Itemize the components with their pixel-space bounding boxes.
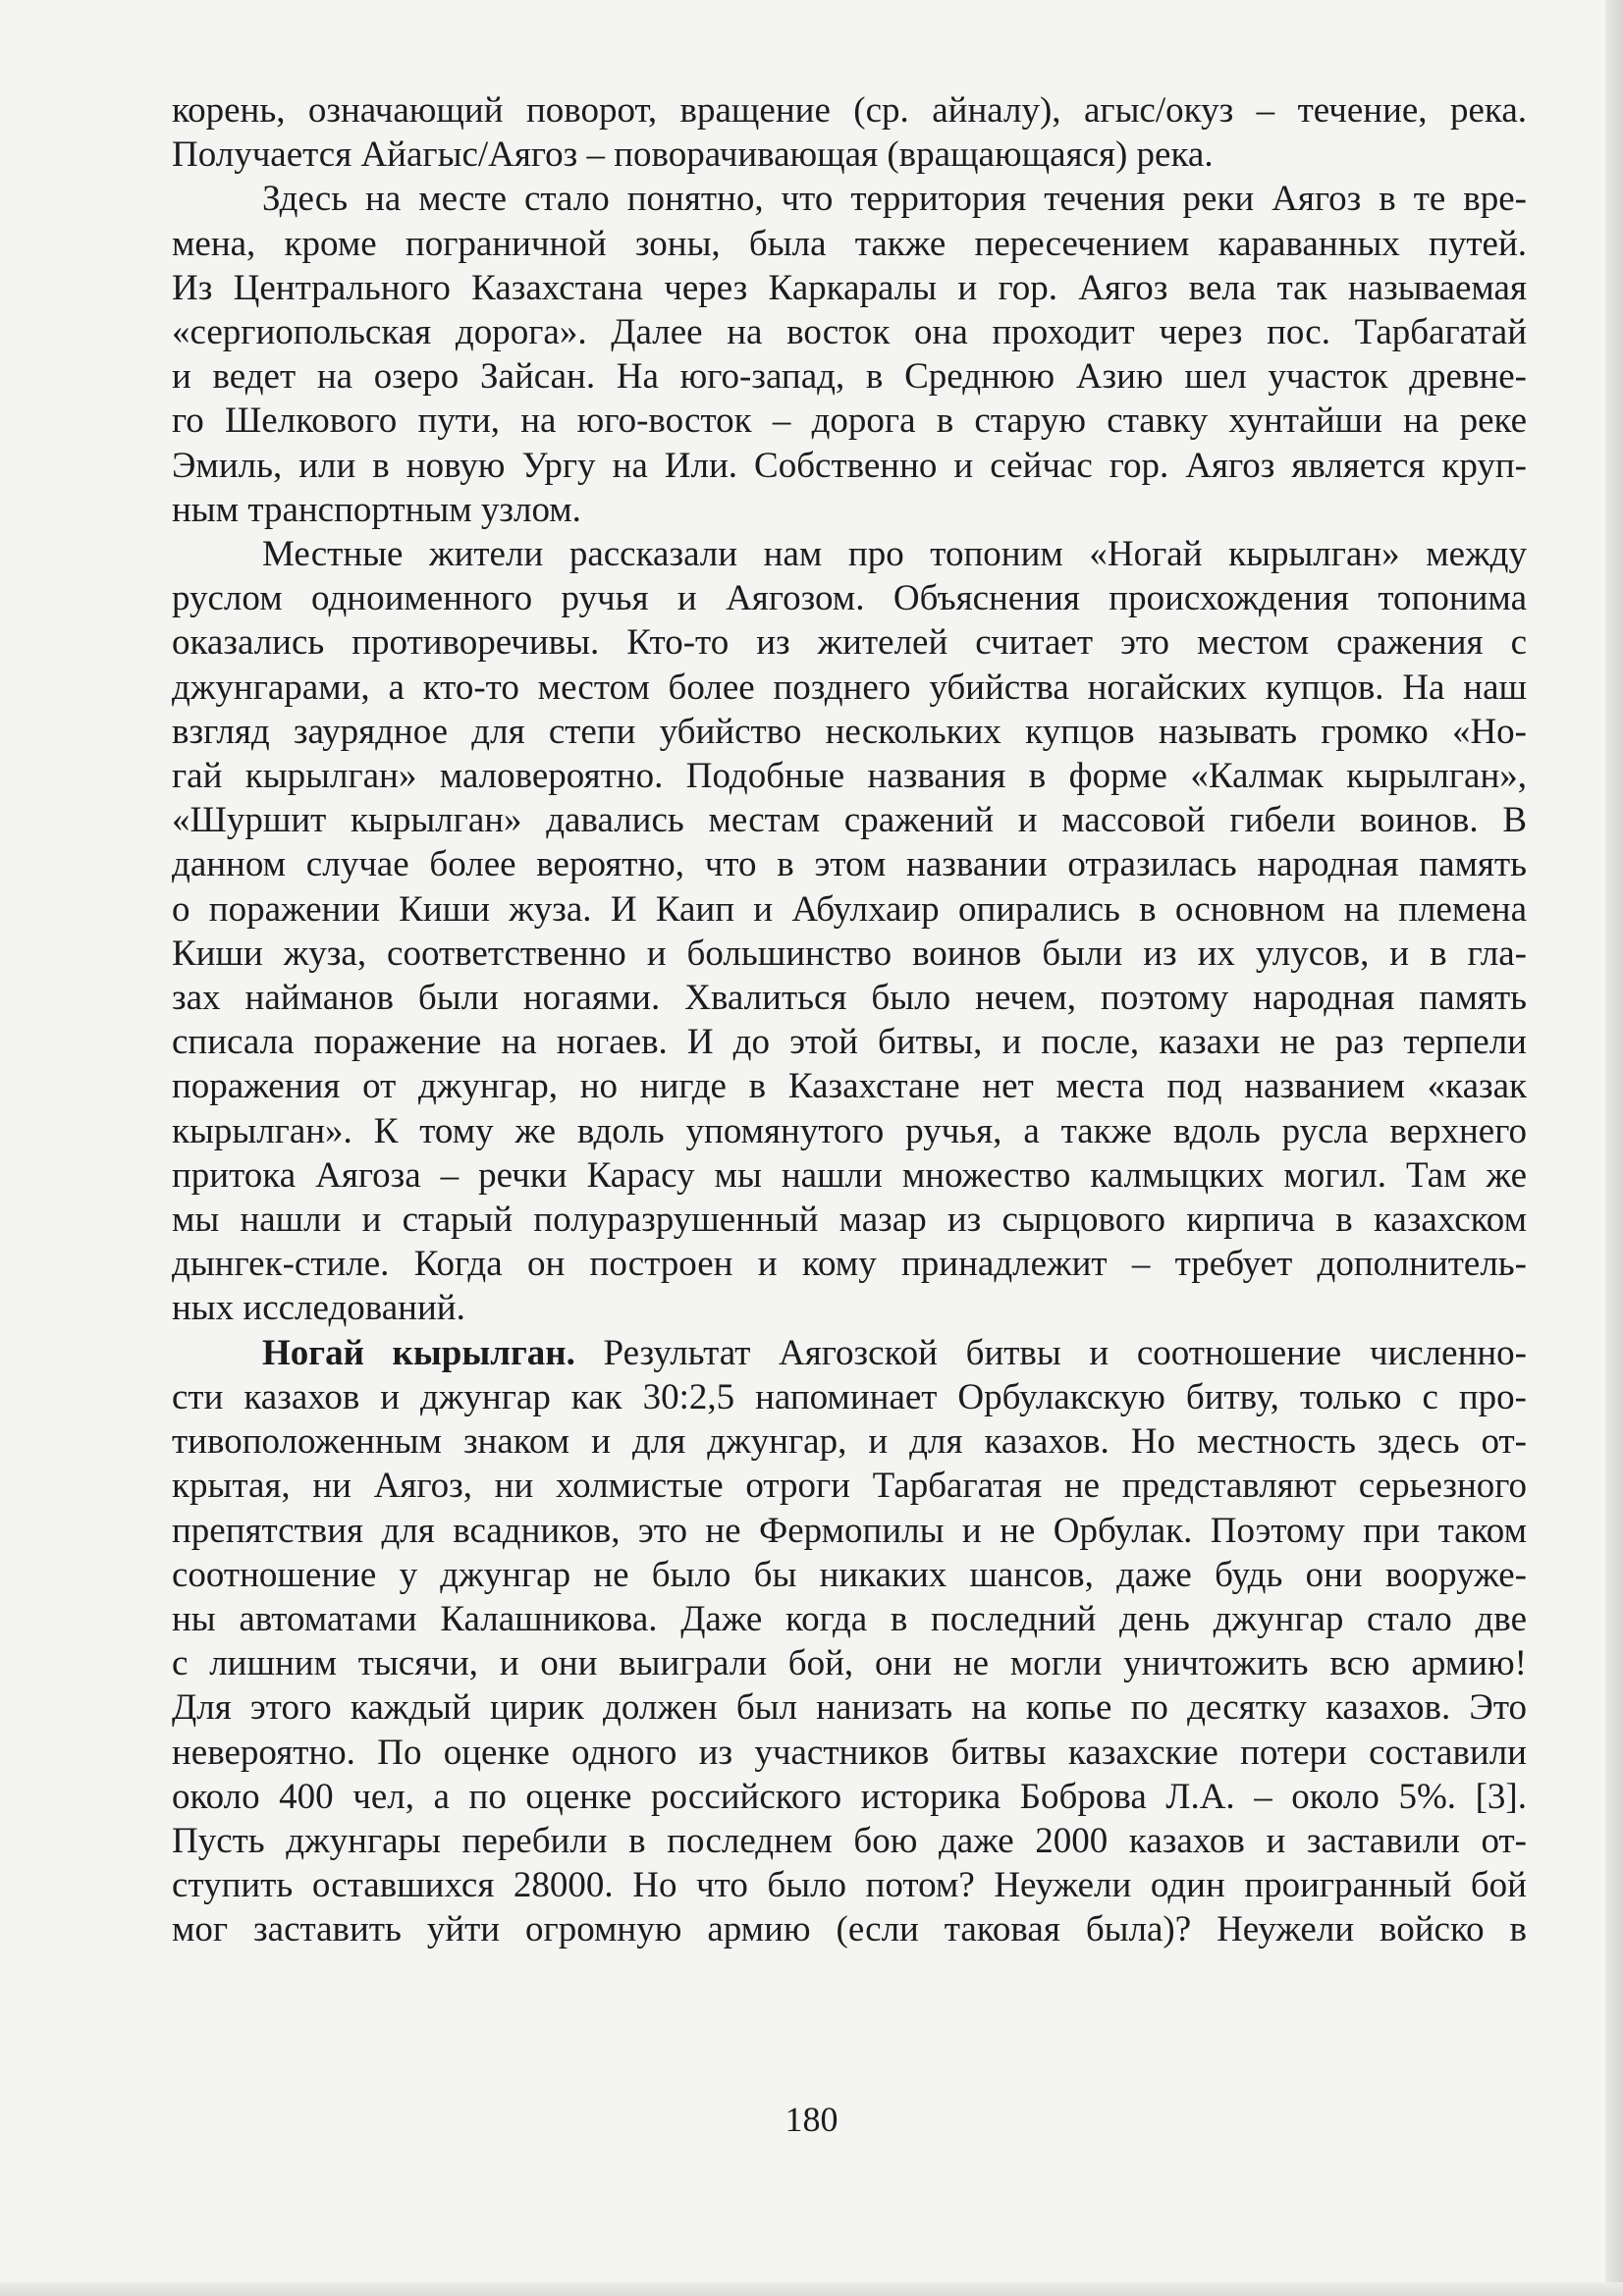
text-line: дынгек-стиле. Когда он построен и кому принадлежит – требует дополнитель- (172, 1244, 1527, 1285)
paragraph-3 (172, 532, 1527, 1331)
text-line: Эмиль, или в новую Ургу на Или. Собственно и сейчас гор. Аягоз является круп- (172, 445, 1527, 486)
text-line: ны автоматами Калашникова. Даже когда в последний день джунгар стало две (172, 1598, 1527, 1639)
text-line: ступить оставшихся 28000. Но что было потом? Неужели один проигранный бой (172, 1865, 1527, 1906)
text-line: тивоположенным знаком и для джунгар, и для казахов. Но местность здесь от- (172, 1421, 1527, 1463)
text-line: около 400 чел, а по оценке российского историка Боброва Л.А. – около 5%. [3]. (172, 1776, 1527, 1817)
text-line: зах найманов были ногаями. Хвалиться было нечем, поэтому народная память (172, 978, 1527, 1019)
text-line: руслом одноименного ручья и Аягозом. Объяснения происхождения топонима (172, 578, 1527, 619)
heading-line-rest: Результат Аягозской битвы и соотношение численно- (574, 1332, 1527, 1373)
text-line: и ведет на озеро Зайсан. На юго-запад, в Среднюю Азию шел участок древне- (172, 356, 1527, 398)
text-line: мог заставить уйти огромную армию (если таковая была)? Неужели войско в (172, 1909, 1527, 1950)
text-line: го Шелкового пути, на юго-восток – дорога в старую ставку хунтайши на реке (172, 400, 1527, 442)
text-line: сти казахов и джунгар как 30:2,5 напоминает Орбулакскую битву, только с про- (172, 1376, 1527, 1417)
text-line: взгляд заурядное для степи убийство нескольких купцов называть громко «Но- (172, 711, 1527, 752)
page-number: 180 (784, 2100, 839, 2139)
page-text-body (172, 88, 1527, 1952)
text-line: ных исследований. (172, 1288, 465, 1329)
text-line: списала поражение на ногаев. И до этой битвы, и после, казахи не раз терпели (172, 1022, 1527, 1063)
text-line: о поражении Киши жуза. И Каип и Абулхаир опирались в основном на племена (172, 888, 1527, 930)
text-line: Для этого каждый цирик должен был нанизать на копье по десятку казахов. Это (172, 1687, 1527, 1729)
text-line: Из Центрального Казахстана через Каркаралы и гор. Аягоз вела так называемая (172, 267, 1527, 308)
text-line: мена, кроме пограничной зоны, была также пересечением караванных путей. (172, 223, 1527, 264)
text-line: Местные жители рассказали нам про топоним «Ногай кырылган» между (262, 534, 1527, 575)
paragraph-2 (172, 177, 1527, 532)
text-line: кырылган». К тому же вдоль упомянутого ручья, а также вдоль русла верхнего (172, 1110, 1527, 1151)
section-heading: Ногай кырылган. (262, 1332, 575, 1373)
text-line: Киши жуза, соответственно и большинство воинов были из их улусов, и в гла- (172, 933, 1527, 974)
paragraph-1 (172, 88, 1527, 177)
paragraph-4 (172, 1331, 1527, 1952)
text-line: мы нашли и старый полуразрушенный мазар из сырцового кирпича в казахском (172, 1200, 1527, 1241)
text-line: оказались противоречивы. Кто-то из жителей считает это местом сражения с (172, 622, 1527, 664)
text-line: гай кырылган» маловероятно. Подобные названия в форме «Калмак кырылган», (172, 756, 1527, 797)
scan-edge-bottom (0, 2282, 1623, 2296)
text-line: поражения от джунгар, но нигде в Казахстане нет места под названием «казак (172, 1066, 1527, 1107)
text-line: препятствия для всадников, это не Фермопилы и не Орбулак. Поэтому при таком (172, 1510, 1527, 1551)
text-line: «Шуршит кырылган» давались местам сражений и массовой гибели воинов. В (172, 800, 1527, 841)
text-line: невероятно. По оценке одного из участников битвы казахские потери составили (172, 1732, 1527, 1773)
text-line: с лишним тысячи, и они выиграли бой, они не могли уничтожить всю армию! (172, 1643, 1527, 1684)
scan-edge-right (1605, 0, 1623, 2296)
text-line: Получается Айагыс/Аягоз – поворачивающая (вращающаяся) река. (172, 134, 1214, 176)
text-line: Пусть джунгары перебили в последнем бою даже 2000 казахов и заставили от- (172, 1820, 1527, 1861)
text-line (172, 1331, 1527, 1375)
text-line: соотношение у джунгар не было бы никаких шансов, даже будь они вооруже- (172, 1554, 1527, 1595)
text-line: притока Аягоза – речки Карасу мы нашли множество калмыцких могил. Там же (172, 1154, 1527, 1196)
text-line: корень, означающий поворот, вращение (ср. айналу), агыс/окуз – течение, река. (172, 90, 1527, 131)
text-line: джунгарами, а кто-то местом более позднего убийства ногайских купцов. На наш (172, 667, 1527, 708)
text-line: крытая, ни Аягоз, ни холмистые отроги Тарбагатая не представляют серьезного (172, 1466, 1527, 1507)
text-line: ным транспортным узлом. (172, 489, 581, 530)
text-line: Здесь на месте стало понятно, что территория течения реки Аягоз в те вре- (262, 179, 1527, 220)
text-line: «сергиопольская дорога». Далее на восток она проходит через пос. Тарбагатай (172, 312, 1527, 353)
text-line: данном случае более вероятно, что в этом названии отразилась народная память (172, 844, 1527, 885)
